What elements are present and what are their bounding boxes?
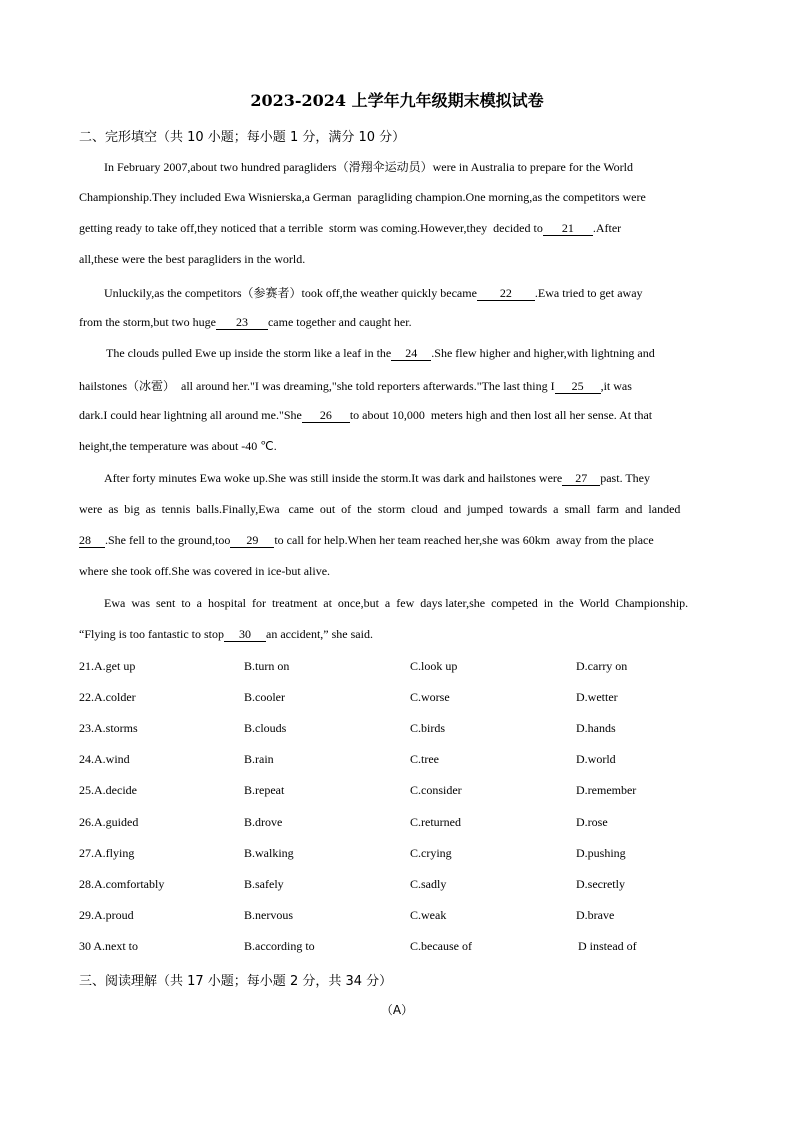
option-29a: 29.A.proud — [79, 908, 134, 922]
option-26a: 26.A.guided — [79, 815, 139, 829]
option-21b: B.turn on — [244, 659, 290, 673]
passage-text: an accident,” she said. — [266, 627, 373, 641]
passage-line: where she took off.She was covered in ice-but alive. — [79, 564, 331, 578]
passage-text: .After — [592, 221, 622, 235]
option-21c: C.look up — [410, 659, 458, 673]
passage-line: height,the temperature was about -40 ℃. — [79, 439, 277, 453]
passage-text: hailstones（冰雹） all around her."I was dreaming,"she told reporters afterwards."The last thing I — [79, 379, 555, 393]
passage-line: Championship.They included Ewa Wisnierska,a German paragliding champion.One morning,as the competitors were — [79, 190, 646, 204]
passage-text: .She fell to the ground,too — [105, 533, 231, 547]
option-30a: 30 A.next to — [79, 939, 138, 953]
passage-text: to call for help.When her team reached her,she was 60km away from the place — [274, 533, 654, 547]
blank-27: 27 — [562, 472, 600, 486]
option-24b: B.rain — [244, 752, 274, 766]
passage-line — [79, 627, 373, 642]
option-26b: B.drove — [244, 815, 283, 829]
blank-30: 30 — [224, 628, 266, 642]
blank-28: 28 — [79, 534, 105, 548]
passage-line — [104, 471, 650, 486]
passage-line — [79, 408, 652, 423]
passage-text: getting ready to take off,they noticed that a terrible storm was coming.However,they decided to — [79, 221, 543, 235]
blank-24: 24 — [391, 347, 431, 361]
option-28b: B.safely — [244, 877, 284, 891]
passage-line: were as big as tennis balls.Finally,Ewa came out of the storm cloud and jumped towards a small farm and landed — [79, 502, 681, 516]
passage-line: In February 2007,about two hundred paragliders（滑翔伞运动员）were in Australia to prepare for the World — [104, 160, 634, 174]
option-22c: C.worse — [410, 690, 450, 704]
section-heading-cloze: 二、完形填空（共 10 小题；每小题 1 分，满分 10 分） — [79, 130, 406, 145]
passage-line — [79, 221, 621, 236]
option-28a: 28.A.comfortably — [79, 877, 165, 891]
option-24d: D.world — [576, 752, 616, 766]
option-21a: 21.A.get up — [79, 659, 136, 673]
option-28d: D.secretly — [576, 877, 625, 891]
blank-22: 22 — [477, 287, 535, 301]
option-22a: 22.A.colder — [79, 690, 136, 704]
passage-line — [106, 346, 655, 361]
option-25b: B.repeat — [244, 783, 285, 797]
option-23b: B.clouds — [244, 721, 287, 735]
part-label: （A） — [380, 1003, 414, 1017]
passage-text: The clouds pulled Ewe up inside the storm like a leaf in the — [106, 346, 392, 360]
passage-line: Ewa was sent to a hospital for treatment at once,but a few days later,she competed in the World Championship. — [104, 596, 689, 610]
passage-line — [79, 315, 412, 330]
option-30c: C.because of — [410, 939, 472, 953]
passage-text: .Ewa tried to get away — [534, 286, 643, 300]
option-27d: D.pushing — [576, 846, 626, 860]
option-25c: C.consider — [410, 783, 462, 797]
option-23c: C.birds — [410, 721, 446, 735]
option-22b: B.cooler — [244, 690, 285, 704]
option-26c: C.returned — [410, 815, 461, 829]
option-23a: 23.A.storms — [79, 721, 138, 735]
passage-line: all,these were the best paragliders in the world. — [79, 252, 306, 266]
passage-text: ,it was — [600, 379, 632, 393]
option-21d: D.carry on — [576, 659, 628, 673]
blank-26: 26 — [302, 409, 350, 423]
passage-text: dark.I could hear lightning all around me."She — [79, 408, 302, 422]
option-26d: D.rose — [576, 815, 608, 829]
option-25a: 25.A.decide — [79, 783, 137, 797]
passage-text: past. They — [600, 471, 651, 485]
passage-line — [79, 377, 632, 394]
option-30b: B.according to — [244, 939, 315, 953]
page-title: 2023-2024 上学年九年级期末模拟试卷 — [250, 91, 544, 110]
blank-29: 29 — [230, 534, 274, 548]
option-27a: 27.A.flying — [79, 846, 135, 860]
option-28c: C.sadly — [410, 877, 447, 891]
blank-25: 25 — [555, 380, 601, 394]
passage-line — [79, 533, 654, 548]
passage-text: .She flew higher and higher,with lightning and — [431, 346, 655, 360]
option-22d: D.wetter — [576, 690, 618, 704]
option-30d: D instead of — [578, 939, 637, 953]
option-27c: C.crying — [410, 846, 452, 860]
passage-text: “Flying is too fantastic to stop — [79, 627, 224, 641]
blank-21: 21 — [543, 222, 593, 236]
passage-text: Unluckily,as the competitors（参赛者）took off,the weather quickly became — [104, 286, 477, 300]
passage-text: from the storm,but two huge — [79, 315, 216, 329]
option-23d: D.hands — [576, 721, 616, 735]
passage-text: After forty minutes Ewa woke up.She was still inside the storm.It was dark and hailstones were — [104, 471, 563, 485]
option-24c: C.tree — [410, 752, 439, 766]
blank-23: 23 — [216, 316, 268, 330]
option-29b: B.nervous — [244, 908, 293, 922]
option-29c: C.weak — [410, 908, 447, 922]
passage-text: to about 10,000 meters high and then lost all her sense. At that — [349, 408, 653, 422]
section-heading-reading: 三、阅读理解（共 17 小题；每小题 2 分，共 34 分） — [79, 974, 393, 989]
option-29d: D.brave — [576, 908, 615, 922]
passage-text: came together and caught her. — [267, 315, 412, 329]
option-24a: 24.A.wind — [79, 752, 130, 766]
option-25d: D.remember — [576, 783, 637, 797]
passage-line — [104, 284, 643, 301]
option-27b: B.walking — [244, 846, 294, 860]
